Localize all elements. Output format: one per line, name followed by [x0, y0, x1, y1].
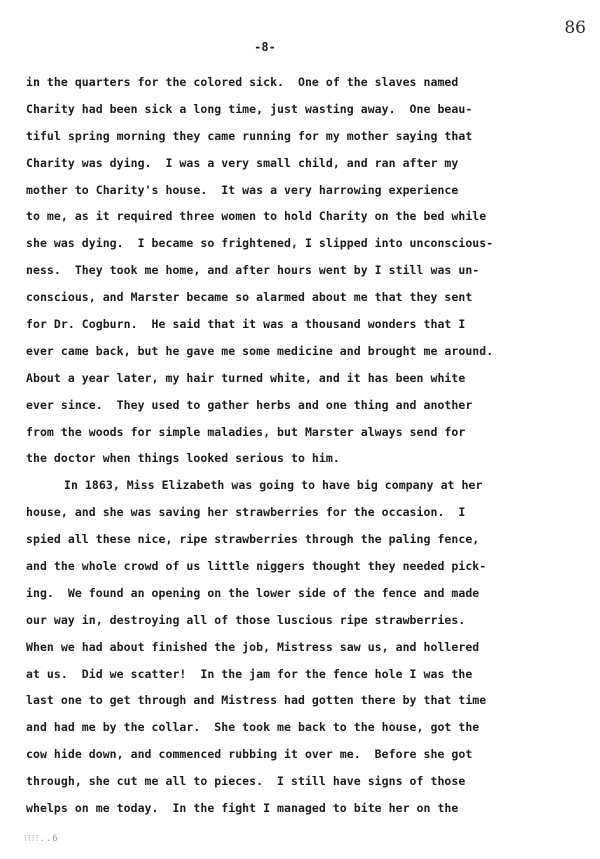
text-line: ever since. They used to gather herbs and one thing and another [26, 397, 473, 412]
text-line: and had me by the collar. She took me back to the house, got the [26, 720, 480, 735]
text-line: Charity was dying. I was a very small child, and ran after my [26, 155, 459, 170]
text-line: About a year later, my hair turned white, and it has been white [26, 370, 466, 385]
text-line: ness. They took me home, and after hours went by I still was un- [26, 263, 480, 278]
text-line: through, she cut me all to pieces. I still have signs of those [26, 774, 466, 789]
text-line: in the quarters for the colored sick. One of the slaves named [26, 75, 459, 89]
text-line: ever came back, but he gave me some medicine and brought me around. [26, 343, 494, 358]
text-line: conscious, and Marster became so alarmed about me that they sent [26, 290, 473, 305]
text-line: whelps on me today. In the fight I managed to bite her on the [26, 801, 459, 816]
text-line: house, and she was saving her strawberries for the occasion. I [26, 505, 466, 520]
text-line: tiful spring morning they came running for my mother saying that [26, 128, 473, 143]
text-line: When we had about finished the job, Mistress saw us, and hollered [26, 639, 480, 654]
typed-page-number: -8- [254, 40, 276, 54]
text-line: the doctor when things looked serious to him. [26, 451, 340, 466]
text-line: mother to Charity's house. It was a very harrowing experience [26, 182, 459, 197]
footer-stamp-mark: ⁝⁝⁝⁝..6 [24, 834, 59, 844]
handwritten-page-number: 86 [564, 18, 586, 38]
body-text [26, 74, 586, 827]
text-line: last one to get through and Mistress had gotten there by that time [26, 693, 487, 708]
text-line: at us. Did we scatter! In the jam for the fence hole I was the [26, 666, 473, 681]
text-line: In 1863, Miss Elizabeth was going to have big company at her [64, 478, 483, 493]
text-line: and the whole crowd of us little niggers thought they needed pick- [26, 559, 487, 574]
text-line: spied all these nice, ripe strawberries through the paling fence, [26, 532, 480, 547]
text-line: to me, as it required three women to hold Charity on the bed while [26, 209, 487, 224]
text-line: for Dr. Cogburn. He said that it was a thousand wonders that I [26, 317, 466, 332]
text-line: Charity had been sick a long time, just wasting away. One beau- [26, 101, 473, 116]
text-line: cow hide down, and commenced rubbing it over me. Before she got [26, 747, 473, 762]
text-line: she was dying. I became so frightened, I slipped into unconscious- [26, 236, 494, 251]
text-line: our way in, destroying all of those luscious ripe strawberries. [26, 612, 466, 627]
text-line: ing. We found an opening on the lower side of the fence and made [26, 585, 480, 600]
text-line: from the woods for simple maladies, but Marster always send for [26, 424, 466, 439]
